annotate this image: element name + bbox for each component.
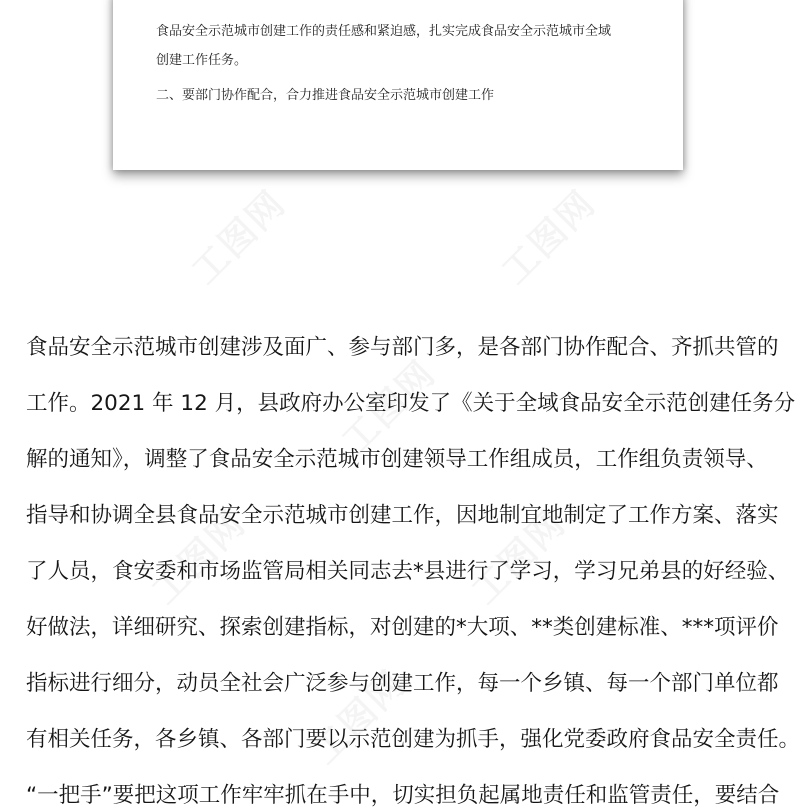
- paragraph-line: 了人员，食安委和市场监管局相关同志去*县进行了学习，学习兄弟县的好经验、: [26, 559, 790, 584]
- paragraph-line: 解的通知》，调整了食品安全示范城市创建领导工作组成员，工作组负责领导、: [26, 447, 768, 472]
- document-preview-card: [113, 0, 683, 170]
- card-text-line: 创建工作任务。: [156, 53, 248, 68]
- paragraph-line: 工作。2021 年 12 月，县政府办公室印发了《关于全域食品安全示范创建任务分: [26, 391, 796, 416]
- paragraph-line: 有相关任务，各乡镇、各部门要以示范创建为抓手，强化党委政府食品安全责任。: [26, 727, 800, 752]
- paragraph-line: 指导和协调全县食品安全示范城市创建工作，因地制宜地制定了工作方案、落实: [26, 503, 779, 528]
- paragraph-line: 好做法，详细研究、探索创建指标，对创建的*大项、**类创建标准、***项评价: [26, 615, 779, 640]
- card-section-heading: 二、要部门协作配合，合力推进食品安全示范城市创建工作: [156, 88, 495, 103]
- paragraph-line: “一把手”要把这项工作牢牢抓在手中，切实担负起属地责任和监管责任，要结合: [26, 783, 780, 808]
- paragraph-line: 指标进行细分，动员全社会广泛参与创建工作，每一个乡镇、每一个部门单位都: [26, 671, 779, 696]
- watermark: [179, 177, 296, 294]
- watermark: [489, 177, 606, 294]
- paragraph-line: 食品安全示范城市创建涉及面广、参与部门多，是各部门协作配合、齐抓共管的: [26, 335, 779, 360]
- card-text-line: 食品安全示范城市创建工作的责任感和紧迫感，扎实完成食品安全示范城市全域: [156, 24, 612, 39]
